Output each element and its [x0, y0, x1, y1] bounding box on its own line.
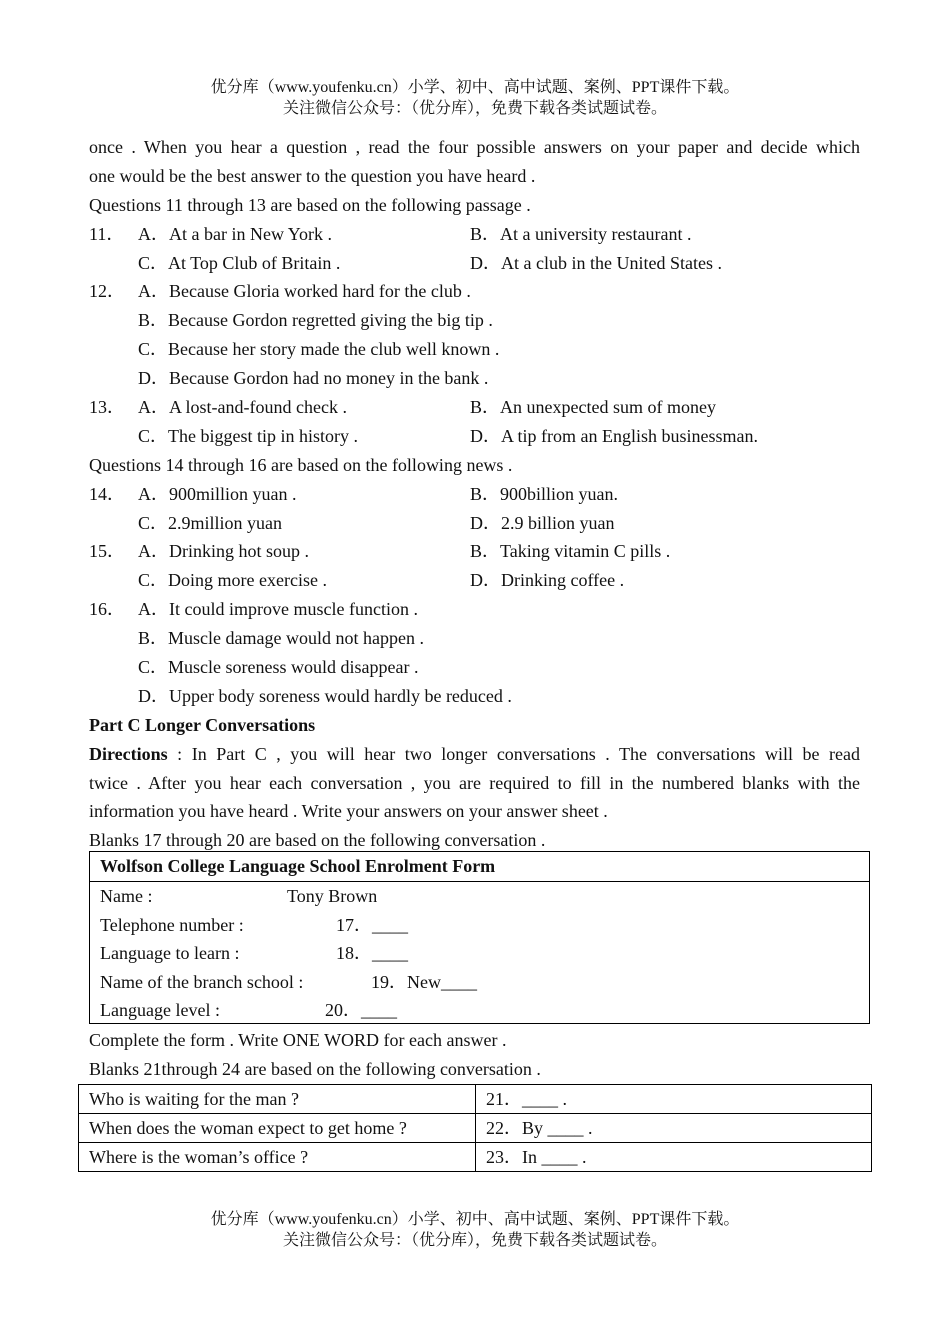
option-d: D．2.9 billion yuan: [470, 512, 615, 533]
form-row-language: [90, 939, 869, 968]
question-12: [89, 277, 860, 306]
form-label: Name of the branch school :: [100, 971, 304, 992]
part-c-title: Part C Longer Conversations: [89, 714, 316, 735]
directions-line-3: information you have heard . Write your answers on your answer sheet .: [89, 801, 608, 822]
option-a: A．900million yuan .: [138, 483, 297, 504]
question-15-row-2: [89, 566, 860, 595]
question-12-option-d: [89, 364, 860, 393]
option-b: B．An unexpected sum of money: [470, 397, 716, 418]
option-b: B．Because Gordon regretted giving the big tip .: [138, 310, 493, 331]
option-d: D．Because Gordon had no money in the bank .: [138, 368, 489, 389]
option-b: B．900billion yuan.: [470, 483, 618, 504]
form-row-level: [90, 996, 869, 1025]
question-13-row-2: [89, 422, 860, 451]
table-question: Who is waiting for the man ?: [79, 1085, 476, 1114]
question-number: 11．: [89, 223, 125, 244]
form-blank-20: 20．____: [325, 1000, 397, 1021]
question-16: [89, 595, 860, 624]
table-answer-blank: 21．____ .: [476, 1085, 872, 1114]
option-a: A．At a bar in New York .: [138, 223, 332, 244]
form-value: Tony Brown: [287, 886, 378, 906]
enrolment-form: [89, 851, 870, 1024]
form-blank-18: 18．____: [336, 943, 408, 964]
passage-note: Questions 11 through 13 are based on the following passage .: [89, 194, 531, 215]
page-footer: [0, 1209, 950, 1251]
question-14: [89, 480, 860, 509]
form-row-branch-school: [90, 968, 869, 997]
table-question: Where is the woman’s office ?: [79, 1143, 476, 1172]
option-b: B．Muscle damage would not happen .: [138, 628, 424, 649]
question-12-option-b: [89, 306, 860, 335]
table-question: When does the woman expect to get home ?: [79, 1114, 476, 1143]
option-a: A．Drinking hot soup .: [138, 541, 309, 562]
form-blank-17: 17．____: [336, 914, 408, 935]
question-number: 14．: [89, 483, 125, 504]
after-form-text: [89, 1026, 860, 1084]
option-c: C．2.9million yuan: [138, 512, 282, 533]
directions-label: Directions: [89, 743, 168, 764]
option-b: B．Taking vitamin C pills .: [470, 541, 671, 562]
table-answer-blank: 23．In ____ .: [476, 1143, 872, 1172]
question-16-option-b: [89, 624, 860, 653]
table-row: [79, 1114, 872, 1143]
page-header: [0, 77, 950, 119]
question-16-option-c: [89, 653, 860, 682]
form-label: Language to learn :: [100, 943, 240, 964]
conversation-question-table: [78, 1084, 872, 1172]
intro-line-1: once . When you hear a question , read the four possible answers on your paper and decide which: [89, 137, 860, 157]
header-line-1: 优分库（www.youfenku.cn）小学、初中、高中试题、案例、PPT课件下载。: [210, 79, 740, 96]
option-d: D．A tip from an English businessman.: [470, 425, 758, 446]
footer-line-1: 优分库（www.youfenku.cn）小学、初中、高中试题、案例、PPT课件下载。: [210, 1211, 740, 1228]
option-c: C．The biggest tip in history .: [138, 425, 358, 446]
form-row-telephone: [90, 911, 869, 940]
form-title: Wolfson College Language School Enrolment Form: [90, 852, 869, 882]
option-a: A．A lost-and-found check .: [138, 397, 347, 418]
directions-line-1: [89, 740, 860, 769]
news-note: Questions 14 through 16 are based on the following news .: [89, 454, 513, 475]
question-11-row-2: [89, 249, 860, 278]
option-c: C．Doing more exercise .: [138, 570, 327, 591]
form-instruction: Complete the form . Write ONE WORD for each answer .: [89, 1030, 507, 1050]
blanks-17-20-note: Blanks 17 through 20 are based on the following conversation .: [89, 830, 546, 851]
intro-line-2: one would be the best answer to the question you have heard .: [89, 165, 536, 186]
option-b: B．At a university restaurant .: [470, 223, 692, 244]
exam-content: [89, 133, 860, 855]
question-15: [89, 537, 860, 566]
question-number: 13．: [89, 397, 125, 418]
question-13: [89, 393, 860, 422]
form-label: Name :: [100, 886, 153, 906]
form-row-name: [90, 882, 869, 911]
form-blank-19: 19．New____: [371, 971, 477, 992]
question-14-row-2: [89, 509, 860, 538]
table-answer-blank: 22．By ____ .: [476, 1114, 872, 1143]
option-a: A．It could improve muscle function .: [138, 599, 418, 620]
directions-text-1: : In Part C , you will hear two longer conversations . The conversations will be read: [167, 743, 860, 764]
table-row: [79, 1085, 872, 1114]
option-a: A．Because Gloria worked hard for the club .: [138, 281, 471, 302]
option-c: C．Muscle soreness would disappear .: [138, 657, 419, 678]
option-d: D．At a club in the United States .: [470, 252, 722, 273]
question-number: 16．: [89, 599, 125, 620]
form-label: Language level :: [100, 1000, 220, 1021]
blanks-21-24-note: Blanks 21through 24 are based on the following conversation .: [89, 1058, 541, 1079]
question-number: 15．: [89, 541, 125, 562]
footer-line-2: 关注微信公众号：（优分库），免费下载各类试题试卷。: [282, 1232, 667, 1249]
directions-line-2: twice . After you hear each conversation , you are required to fill in the numbered blanks with the: [89, 772, 860, 793]
question-12-option-c: [89, 335, 860, 364]
form-label: Telephone number :: [100, 914, 244, 935]
header-line-2: 关注微信公众号：（优分库），免费下载各类试题试卷。: [282, 100, 667, 117]
question-16-option-d: [89, 682, 860, 711]
question-number: 12．: [89, 281, 125, 302]
option-d: D．Drinking coffee .: [470, 570, 625, 591]
option-d: D．Upper body soreness would hardly be reduced .: [138, 685, 512, 706]
table-row: [79, 1143, 872, 1172]
option-c: C．Because her story made the club well known .: [138, 339, 500, 360]
option-c: C．At Top Club of Britain .: [138, 252, 341, 273]
question-11: [89, 220, 860, 249]
